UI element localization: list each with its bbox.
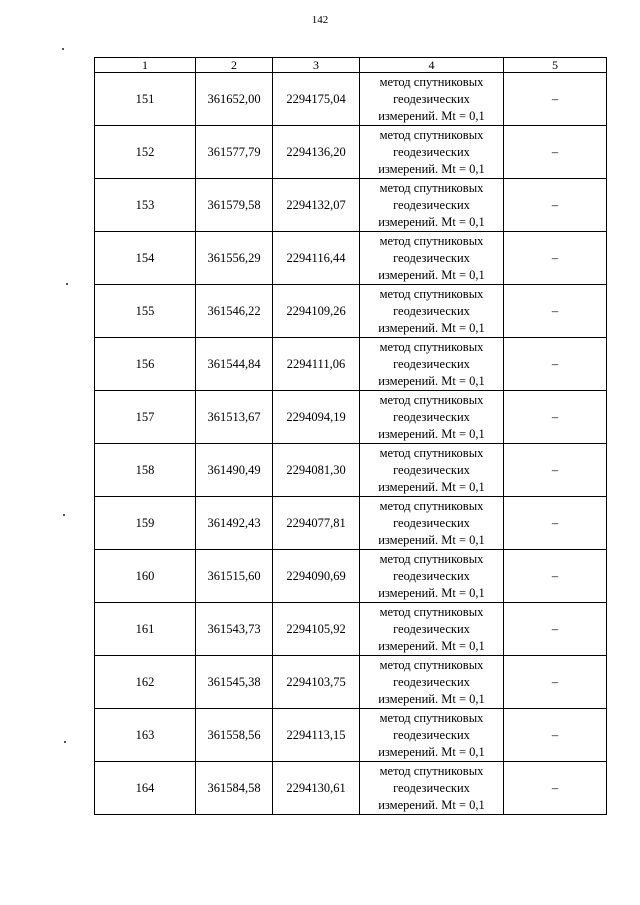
page-number: 142: [311, 14, 329, 26]
coordinate-x: 361492,43: [196, 497, 273, 550]
measurement-method: [360, 73, 504, 126]
point-number: 158: [95, 444, 196, 497]
coordinate-x: 361513,67: [196, 391, 273, 444]
method-line: геодезических: [393, 409, 470, 424]
column-header: 3: [273, 58, 360, 73]
point-number: 163: [95, 709, 196, 762]
method-line: метод спутниковых: [379, 74, 484, 89]
method-line: измерений. Mt = 0,1: [378, 320, 485, 335]
table-row: [95, 762, 607, 815]
method-line: измерений. Mt = 0,1: [378, 426, 485, 441]
table-row: [95, 656, 607, 709]
coordinate-x: 361543,73: [196, 603, 273, 656]
note-cell: –: [504, 603, 607, 656]
coordinate-y: 2294132,07: [273, 179, 360, 232]
method-line: измерений. Mt = 0,1: [378, 373, 485, 388]
method-line: геодезических: [393, 621, 470, 636]
table-body: [95, 73, 607, 815]
point-number: 160: [95, 550, 196, 603]
table-row: [95, 603, 607, 656]
method-line: метод спутниковых: [379, 127, 484, 142]
coordinate-x: 361584,58: [196, 762, 273, 815]
method-line: измерений. Mt = 0,1: [378, 108, 485, 123]
coordinate-y: 2294077,81: [273, 497, 360, 550]
method-line: измерений. Mt = 0,1: [378, 744, 485, 759]
method-line: геодезических: [393, 356, 470, 371]
method-line: геодезических: [393, 780, 470, 795]
note-cell: –: [504, 550, 607, 603]
coordinate-x: 361544,84: [196, 338, 273, 391]
method-line: измерений. Mt = 0,1: [378, 267, 485, 282]
method-line: измерений. Mt = 0,1: [378, 161, 485, 176]
table-header-row: [95, 58, 607, 73]
table-row: [95, 179, 607, 232]
measurement-method: [360, 338, 504, 391]
method-line: геодезических: [393, 303, 470, 318]
method-line: метод спутниковых: [379, 710, 484, 725]
method-line: измерений. Mt = 0,1: [378, 532, 485, 547]
method-line: геодезических: [393, 197, 470, 212]
coordinates-table: [94, 57, 607, 815]
coordinate-y: 2294109,26: [273, 285, 360, 338]
column-header: 4: [360, 58, 504, 73]
point-number: 151: [95, 73, 196, 126]
method-line: измерений. Mt = 0,1: [378, 691, 485, 706]
method-line: геодезических: [393, 674, 470, 689]
point-number: 161: [95, 603, 196, 656]
coordinate-y: 2294116,44: [273, 232, 360, 285]
method-line: геодезических: [393, 250, 470, 265]
coordinate-x: 361515,60: [196, 550, 273, 603]
point-number: 157: [95, 391, 196, 444]
table-row: [95, 497, 607, 550]
note-cell: –: [504, 179, 607, 232]
table-row: [95, 232, 607, 285]
method-line: измерений. Mt = 0,1: [378, 479, 485, 494]
method-line: метод спутниковых: [379, 339, 484, 354]
method-line: геодезических: [393, 727, 470, 742]
scan-speck: [62, 48, 64, 50]
note-cell: –: [504, 285, 607, 338]
coordinate-y: 2294130,61: [273, 762, 360, 815]
point-number: 152: [95, 126, 196, 179]
scan-speck: [63, 514, 65, 516]
note-cell: –: [504, 656, 607, 709]
point-number: 156: [95, 338, 196, 391]
measurement-method: [360, 656, 504, 709]
method-line: геодезических: [393, 91, 470, 106]
coordinate-y: 2294105,92: [273, 603, 360, 656]
note-cell: –: [504, 126, 607, 179]
column-header: 5: [504, 58, 607, 73]
column-header: 1: [95, 58, 196, 73]
measurement-method: [360, 550, 504, 603]
coordinate-x: 361545,38: [196, 656, 273, 709]
method-line: метод спутниковых: [379, 604, 484, 619]
coordinate-x: 361490,49: [196, 444, 273, 497]
method-line: измерений. Mt = 0,1: [378, 797, 485, 812]
coordinate-x: 361652,00: [196, 73, 273, 126]
coordinate-x: 361579,58: [196, 179, 273, 232]
point-number: 155: [95, 285, 196, 338]
coordinate-x: 361558,56: [196, 709, 273, 762]
note-cell: –: [504, 762, 607, 815]
coordinate-y: 2294175,04: [273, 73, 360, 126]
table-row: [95, 444, 607, 497]
note-cell: –: [504, 391, 607, 444]
note-cell: –: [504, 444, 607, 497]
table-row: [95, 126, 607, 179]
method-line: измерений. Mt = 0,1: [378, 585, 485, 600]
table-row: [95, 73, 607, 126]
coordinate-y: 2294081,30: [273, 444, 360, 497]
table-row: [95, 550, 607, 603]
coordinate-y: 2294094,19: [273, 391, 360, 444]
method-line: метод спутниковых: [379, 551, 484, 566]
method-line: геодезических: [393, 462, 470, 477]
method-line: метод спутниковых: [379, 498, 484, 513]
method-line: метод спутниковых: [379, 445, 484, 460]
measurement-method: [360, 762, 504, 815]
coordinate-x: 361556,29: [196, 232, 273, 285]
method-line: геодезических: [393, 144, 470, 159]
coordinate-y: 2294111,06: [273, 338, 360, 391]
method-line: геодезических: [393, 568, 470, 583]
coordinate-y: 2294103,75: [273, 656, 360, 709]
table-row: [95, 391, 607, 444]
coordinate-y: 2294113,15: [273, 709, 360, 762]
coordinate-y: 2294090,69: [273, 550, 360, 603]
note-cell: –: [504, 709, 607, 762]
method-line: метод спутниковых: [379, 657, 484, 672]
coordinate-x: 361546,22: [196, 285, 273, 338]
method-line: метод спутниковых: [379, 180, 484, 195]
point-number: 159: [95, 497, 196, 550]
measurement-method: [360, 179, 504, 232]
table-row: [95, 338, 607, 391]
measurement-method: [360, 232, 504, 285]
point-number: 154: [95, 232, 196, 285]
measurement-method: [360, 709, 504, 762]
method-line: метод спутниковых: [379, 233, 484, 248]
measurement-method: [360, 497, 504, 550]
method-line: метод спутниковых: [379, 763, 484, 778]
method-line: измерений. Mt = 0,1: [378, 214, 485, 229]
point-number: 164: [95, 762, 196, 815]
measurement-method: [360, 391, 504, 444]
note-cell: –: [504, 497, 607, 550]
measurement-method: [360, 285, 504, 338]
point-number: 162: [95, 656, 196, 709]
scan-speck: [64, 741, 66, 743]
scan-speck: [66, 283, 68, 285]
measurement-method: [360, 126, 504, 179]
coordinate-x: 361577,79: [196, 126, 273, 179]
column-header: 2: [196, 58, 273, 73]
method-line: измерений. Mt = 0,1: [378, 638, 485, 653]
table-row: [95, 709, 607, 762]
measurement-method: [360, 603, 504, 656]
measurement-method: [360, 444, 504, 497]
method-line: геодезических: [393, 515, 470, 530]
table-row: [95, 285, 607, 338]
point-number: 153: [95, 179, 196, 232]
coordinate-y: 2294136,20: [273, 126, 360, 179]
method-line: метод спутниковых: [379, 392, 484, 407]
note-cell: –: [504, 73, 607, 126]
note-cell: –: [504, 338, 607, 391]
note-cell: –: [504, 232, 607, 285]
method-line: метод спутниковых: [379, 286, 484, 301]
